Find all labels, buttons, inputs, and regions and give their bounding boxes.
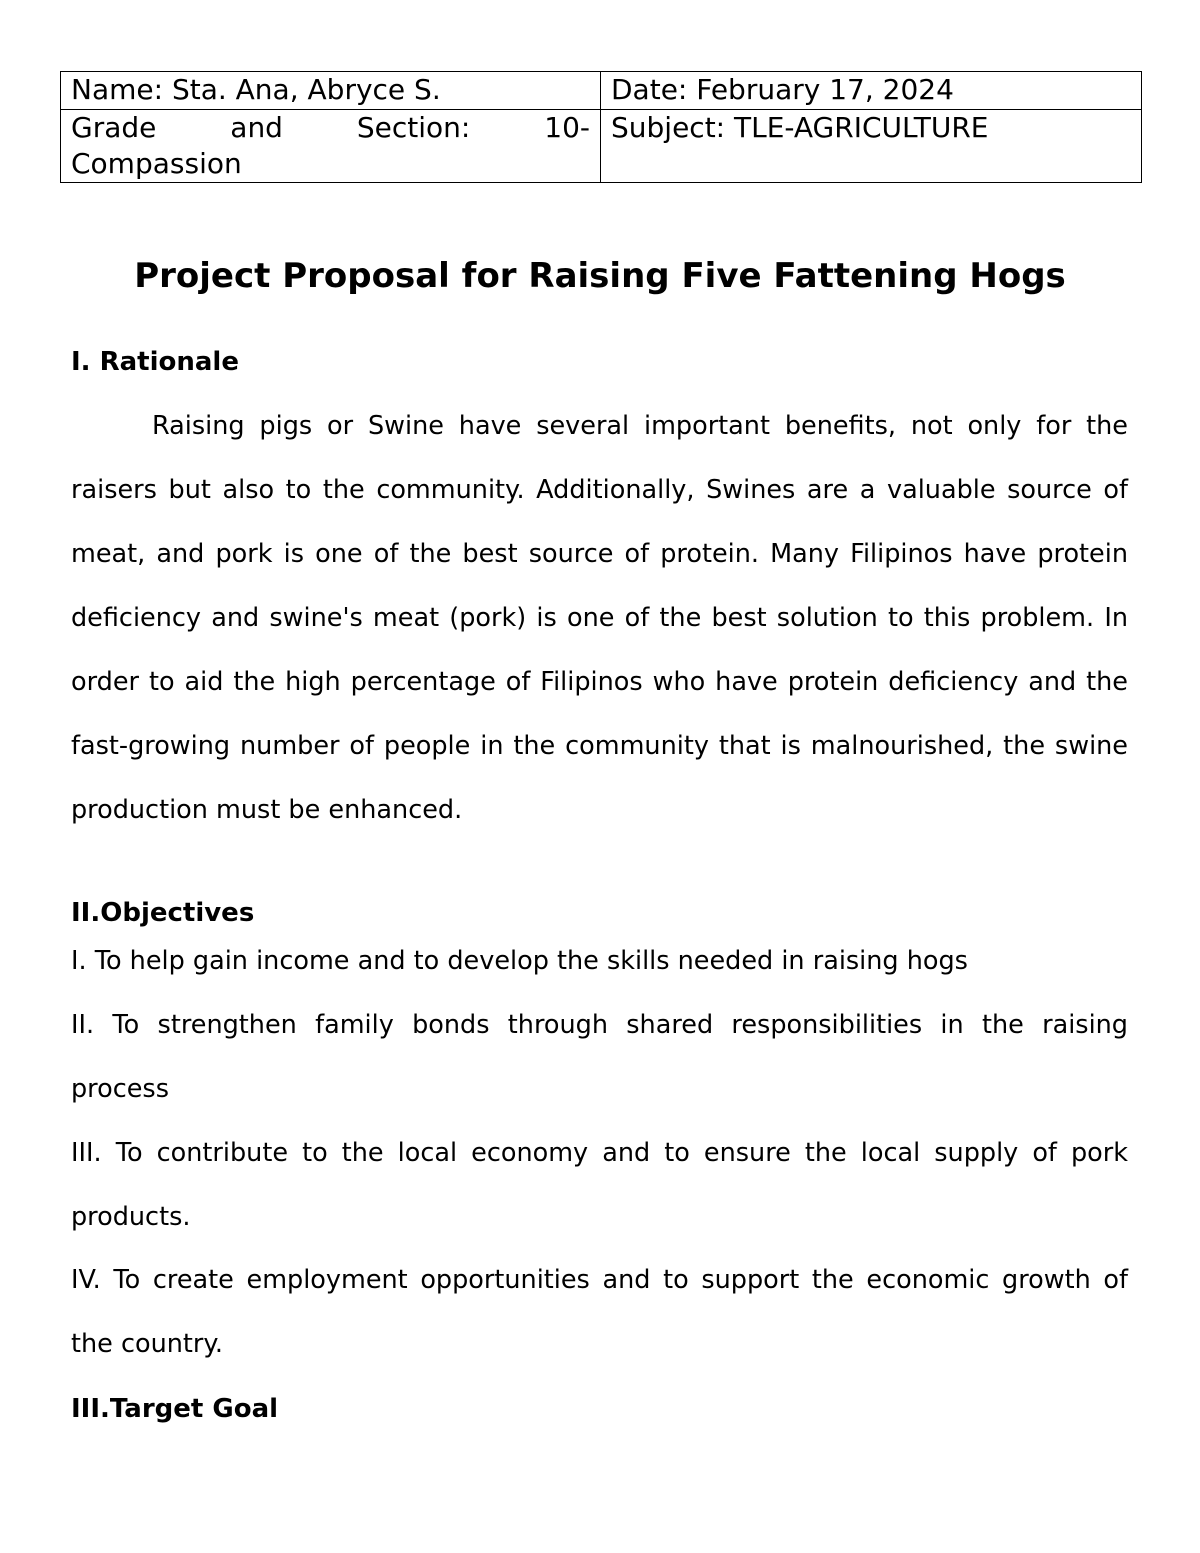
grade-section-line-1 [71, 110, 590, 146]
objective-item-2: II. To strengthen family bonds through shared responsibilities in the raising process [71, 1010, 1128, 1104]
and-word: and [230, 111, 283, 144]
objective-item-4: IV. To create employment opportunities and to support the economic growth of the country. [71, 1265, 1128, 1359]
subject-cell: Subject: TLE-AGRICULTURE [601, 110, 1142, 183]
info-row-2 [61, 110, 1142, 183]
section-word: Section: [356, 111, 471, 144]
objective-item-3: III. To contribute to the local economy and to ensure the local supply of pork products. [71, 1138, 1128, 1232]
info-row-1 [61, 72, 1142, 110]
section-name: Compassion [71, 147, 242, 180]
grade-section-cell [61, 110, 601, 183]
rationale-paragraph [71, 394, 1128, 842]
grade-word: Grade [71, 111, 157, 144]
objective-item-1: I. To help gain income and to develop the skills needed in raising hogs [71, 946, 968, 976]
document-title: Project Proposal for Raising Five Fattening Hogs [134, 256, 1066, 296]
student-info-table [60, 71, 1142, 183]
student-name-cell: Name: Sta. Ana, Abryce S. [61, 72, 601, 110]
objectives-heading: II.Objectives [71, 898, 255, 928]
rationale-heading: I. Rationale [71, 347, 239, 377]
rationale-body: Raising pigs or Swine have several important benefits, not only for the raisers but also to the community. Additionally, Swines are a valuable source of meat, and pork is one of the best source of protein. Many Filipinos have protein deficiency and swine's meat (pork) is one of the best solution to this problem. In order to aid the high percentage of Filipinos who have protein deficiency and the fast-growing number of people in the community that is malnourished, the swine production must be enhanced. [71, 411, 1128, 825]
date-cell: Date: February 17, 2024 [601, 72, 1142, 110]
target-goal-heading: III.Target Goal [71, 1394, 279, 1424]
grade-number: 10- [544, 111, 590, 144]
